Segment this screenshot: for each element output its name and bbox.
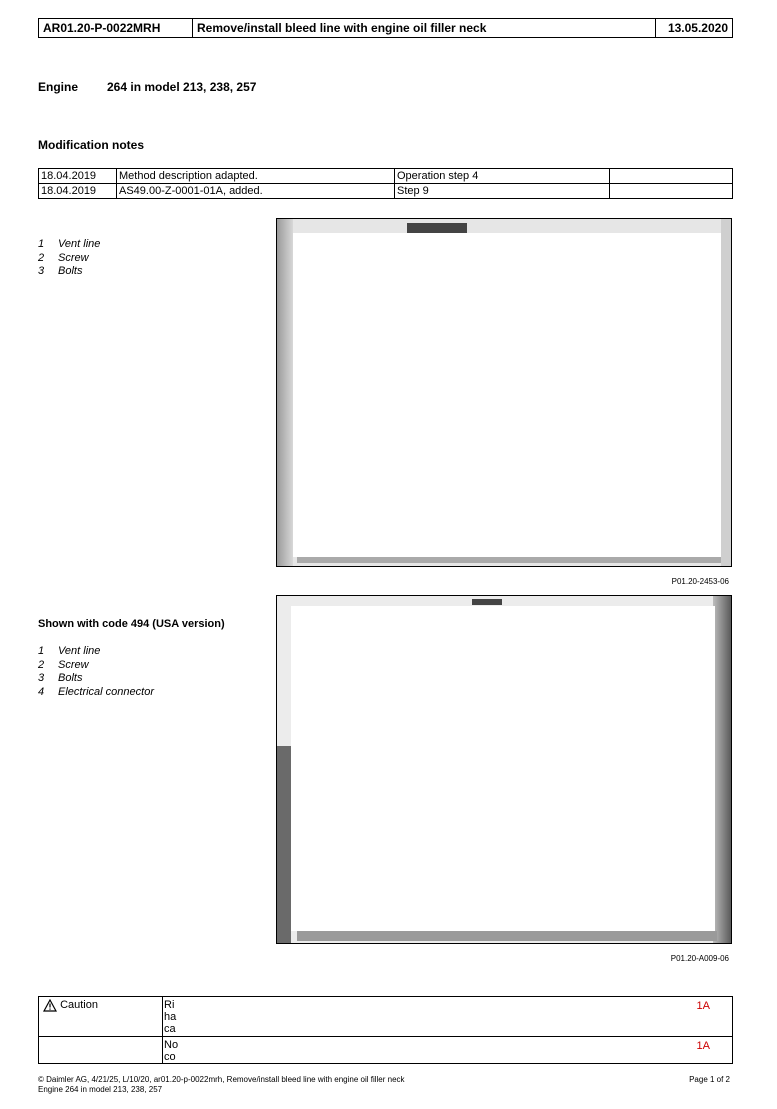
mod-extra — [610, 184, 733, 199]
mod-date: 18.04.2019 — [39, 169, 117, 184]
footer — [38, 1075, 405, 1095]
mod-step: Step 9 — [395, 184, 610, 199]
caution-reference: 1A — [696, 1040, 710, 1052]
footer-line1: © Daimler AG, 4/21/25, L/10/20, ar01.20-p-0022mrh, Remove/install bleed line with engine oil filler neck — [38, 1075, 405, 1084]
mod-extra — [610, 169, 733, 184]
caution-label: Caution — [60, 999, 98, 1011]
doc-title: Remove/install bleed line with engine oil filler neck — [193, 19, 656, 38]
table-row — [39, 184, 733, 199]
figure1-code: P01.20-2453-06 — [671, 577, 729, 586]
figure1-image — [276, 218, 732, 567]
doc-id: AR01.20-P-0022MRH — [39, 19, 193, 38]
engine-value: 264 in model 213, 238, 257 — [107, 80, 257, 94]
caution-blank-cell — [39, 1037, 163, 1064]
mod-step: Operation step 4 — [395, 169, 610, 184]
engine-label: Engine — [38, 80, 79, 94]
modification-notes-table — [38, 168, 733, 199]
caution-table — [38, 996, 733, 1064]
caution-text-cell — [163, 1037, 733, 1064]
caution-text: Ri ha ca — [164, 999, 177, 1035]
warning-triangle-icon — [43, 999, 57, 1015]
mod-description: AS49.00-Z-0001-01A, added. — [117, 184, 395, 199]
page-number: Page 1 of 2 — [689, 1075, 730, 1084]
caution-text-cell — [163, 997, 733, 1037]
figure2-image — [276, 595, 732, 944]
list-item: 3 Bolts — [38, 672, 83, 684]
list-item: 2 Screw — [38, 251, 89, 264]
list-item: 4 Electrical connector — [38, 685, 154, 698]
list-item: 1 Vent line — [38, 238, 101, 250]
list-item: 2 Screw — [38, 658, 89, 671]
table-row — [39, 169, 733, 184]
modification-notes-title: Modification notes — [38, 138, 144, 152]
caution-text: No co — [164, 1039, 179, 1063]
list-item: 1 Vent line — [38, 645, 101, 657]
figure2-legend — [38, 645, 154, 699]
list-item: 3 Bolts — [38, 265, 83, 277]
document-header — [38, 18, 733, 38]
figure2-note: Shown with code 494 (USA version) — [38, 618, 225, 630]
mod-date: 18.04.2019 — [39, 184, 117, 199]
caution-header — [39, 997, 163, 1037]
figure1-legend — [38, 238, 100, 279]
footer-line2: Engine 264 in model 213, 238, 257 — [38, 1085, 163, 1094]
doc-date: 13.05.2020 — [656, 19, 733, 38]
mod-description: Method description adapted. — [117, 169, 395, 184]
figure2-code: P01.20-A009-06 — [670, 954, 729, 963]
caution-reference: 1A — [696, 1000, 710, 1012]
